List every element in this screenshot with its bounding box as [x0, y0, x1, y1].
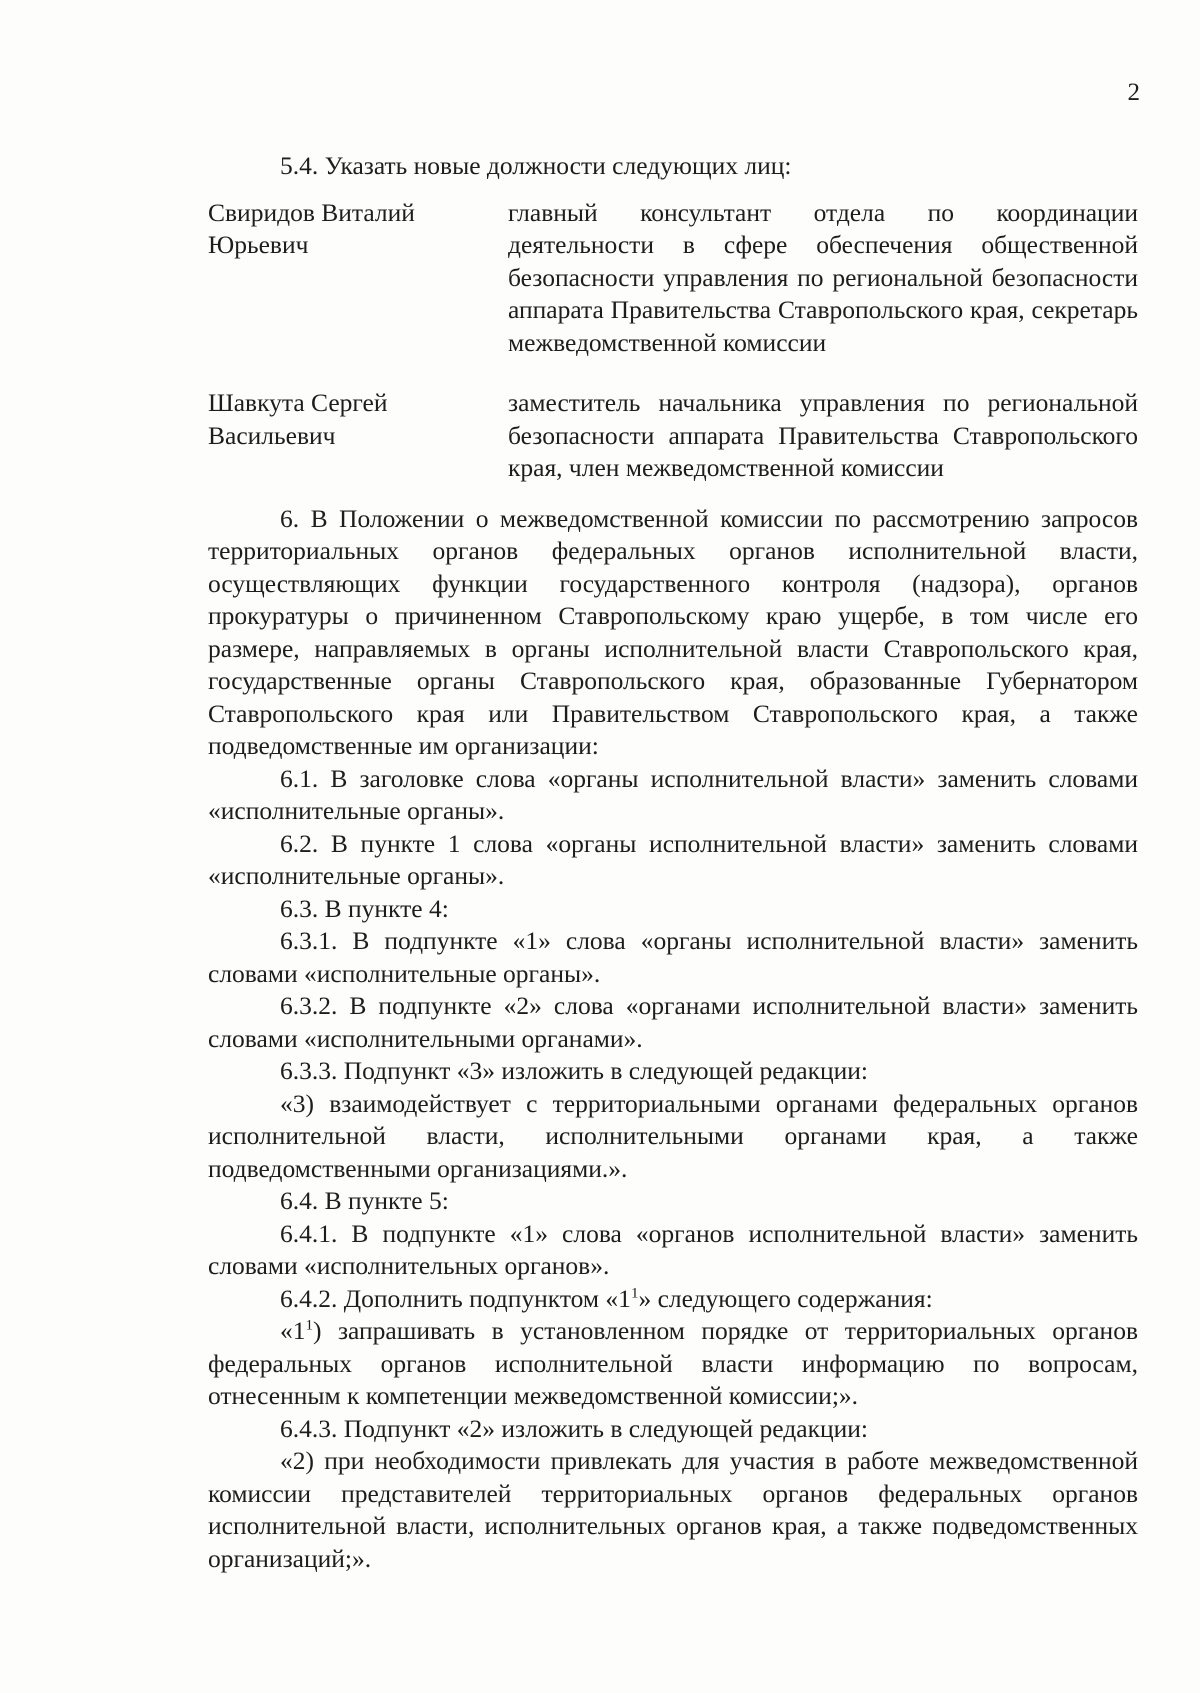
paragraph-6-2: 6.2. В пункте 1 слова «органы исполнительной власти» заменить словами «исполнительные органы».: [208, 828, 1138, 890]
paragraph-6: 6. В Положении о межведомственной комиссии по рассмотрению запросов территориальных органов федеральных органов исполнительной власти, осуществляющих функции государственного контроля (надзора), органов прокуратуры о причиненном Ставропольскому краю ущербе, в том числе его размере, направляемых в органы исполнительной власти Ставропольского края, государственные органы Ставропольского края, образованные Губернатором Ставропольского края или Правительством Ставропольского края, а также подведомственные им организации:: [208, 503, 1138, 760]
person-name-line: Свиридов Виталий: [208, 197, 415, 227]
person-name: [208, 197, 508, 360]
person-entry: [208, 387, 1138, 485]
item-5-4: 5.4. Указать новые должности следующих лиц:: [280, 151, 792, 180]
paragraph-6-4-2-end: » следующего содержания:: [638, 1283, 933, 1313]
superscript-one: 1: [630, 1285, 639, 1301]
person-name: [208, 387, 508, 485]
paragraph-6-4-2-text-end: ) запрашивать в установленном порядке от территориальных органов федеральных органов исполнительной власти информацию по вопросам, отнесенным к компетенции межведомственной комиссии;».: [208, 1316, 1138, 1410]
paragraph-6-3: 6.3. В пункте 4:: [280, 893, 449, 923]
paragraph-6-4-2-text: [208, 1315, 1138, 1413]
paragraph-6-4-3-text: «2) при необходимости привлекать для участия в работе межведомственной комиссии представителей территориальных органов федеральных органов исполнительной власти, исполнительных органов края, а также подведомственных организаций;».: [208, 1446, 1138, 1573]
paragraph-6-3-2: 6.3.2. В подпункте «2» слова «органами исполнительной власти» заменить словами «исполнительными органами».: [208, 991, 1138, 1053]
paragraph-6-4: 6.4. В пункте 5:: [280, 1186, 449, 1215]
paragraph-6-4-1: 6.4.1. В подпункте «1» слова «органов исполнительной власти» заменить словами «исполнительных органов».: [208, 1218, 1138, 1280]
person-name-line: Юрьевич: [208, 230, 309, 259]
paragraph-6-4-2: [208, 1283, 1138, 1316]
paragraph-6-1: 6.1. В заголовке слова «органы исполнительной власти» заменить словами «исполнительные органы».: [208, 763, 1138, 825]
person-position: заместитель начальника управления по региональной безопасности аппарата Правительства Ставропольского края, член межведомственной комиссии: [508, 388, 1138, 482]
page-number: 2: [1127, 79, 1140, 106]
person-name-line: Васильевич: [208, 420, 336, 450]
paragraph-6-3-1: 6.3.1. В подпункте «1» слова «органы исполнительной власти» заменить словами «исполнительные органы».: [208, 926, 1138, 988]
paragraph-6-3-3: 6.3.3. Подпункт «3» изложить в следующей редакции:: [280, 1056, 868, 1085]
paragraph-6-4-2-text-start: «1: [280, 1316, 306, 1345]
paragraph-6-4-2-start: 6.4.2. Дополнить подпунктом «1: [280, 1283, 631, 1313]
person-name-line: Шавкута Сергей: [208, 388, 388, 417]
superscript-one: 1: [305, 1317, 313, 1334]
person-entry: [208, 197, 1138, 360]
paragraph-6-3-3-text: «3) взаимодействует с территориальными органами федеральных органов исполнительной власти, исполнительными органами края, а также подведомственными организациями.».: [208, 1088, 1138, 1183]
person-position: главный консультант отдела по координации деятельности в сфере обеспечения общественной безопасности управления по региональной безопасности аппарата Правительства Ставропольского края, секретарь межведомственной комиссии: [508, 197, 1138, 357]
paragraph-6-4-3: 6.4.3. Подпункт «2» изложить в следующей редакции:: [280, 1413, 868, 1443]
document-body: [208, 150, 1138, 1575]
